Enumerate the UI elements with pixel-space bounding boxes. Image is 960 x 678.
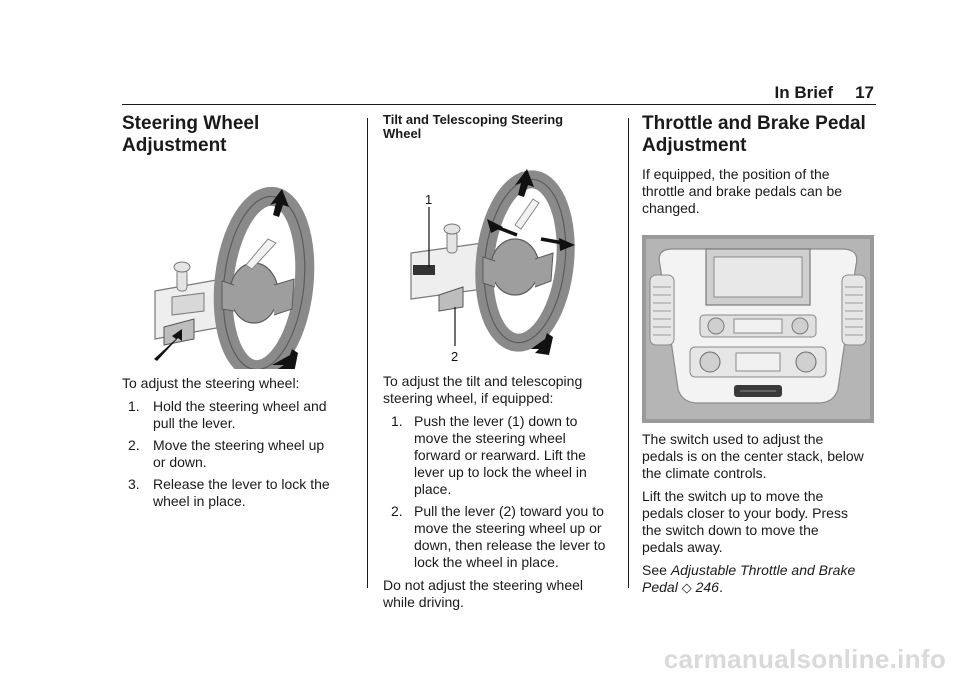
- header-rule: [122, 104, 876, 105]
- list-item: 1. Hold the steering wheel and pull the lever.: [128, 398, 327, 431]
- column-steering-wheel: [122, 113, 347, 510]
- list-item: 1. Push the lever (1) down to move the steering wheel forward or rearward. Lift the lever up to lock the wheel in place.: [391, 413, 587, 497]
- column-divider: [628, 118, 629, 588]
- column-divider: [367, 118, 368, 588]
- tilt-telescoping-illustration: [383, 161, 615, 361]
- see-reference: See Adjustable Throttle and Brake Pedal ◇ 246.: [642, 562, 856, 595]
- column-tilt-telescoping: [383, 113, 615, 611]
- intro-text: If equipped, the position of the throttle and brake pedals can be changed.: [642, 166, 843, 216]
- list-item: 3. Release the lever to lock the wheel in place.: [128, 476, 330, 509]
- section-heading: Steering Wheel Adjustment: [122, 113, 260, 156]
- center-stack-illustration: [642, 235, 874, 423]
- warning-text: Do not adjust the steering wheel while driving.: [383, 577, 584, 610]
- page-number: 17: [855, 83, 874, 102]
- callout-2: 2: [451, 349, 459, 361]
- page-reference[interactable]: 246: [695, 579, 719, 595]
- watermark: carmanualsonline.info: [663, 644, 946, 674]
- section-title: In Brief: [774, 83, 834, 102]
- steps-list: [122, 398, 347, 510]
- running-head: [775, 83, 874, 103]
- intro-text: To adjust the steering wheel:: [122, 375, 300, 391]
- page-reference-icon: ◇: [681, 580, 692, 595]
- section-heading: Throttle and Brake Pedal Adjustment: [642, 113, 866, 156]
- reference-link[interactable]: Adjustable Throttle and Brake: [670, 562, 856, 578]
- steering-wheel-illustration: [122, 169, 347, 369]
- paragraph: Lift the switch up to move the pedals closer to your body. Press the switch down to move the pedals away.: [642, 488, 848, 555]
- intro-text: To adjust the tilt and telescoping steering wheel, if equipped:: [383, 373, 583, 406]
- steps-list: [383, 413, 615, 571]
- column-pedal-adjustment: [642, 113, 876, 596]
- callout-1: 1: [425, 192, 433, 207]
- list-item: 2. Pull the lever (2) toward you to move the steering wheel up or down, then release the lever to lock the wheel in place.: [391, 503, 606, 570]
- paragraph: The switch used to adjust the pedals is on the center stack, below the climate controls.: [642, 431, 864, 481]
- reference-link[interactable]: Pedal: [642, 579, 678, 595]
- subsection-heading: Tilt and Telescoping Steering Wheel: [383, 112, 564, 141]
- list-item: 2. Move the steering wheel up or down.: [128, 437, 325, 470]
